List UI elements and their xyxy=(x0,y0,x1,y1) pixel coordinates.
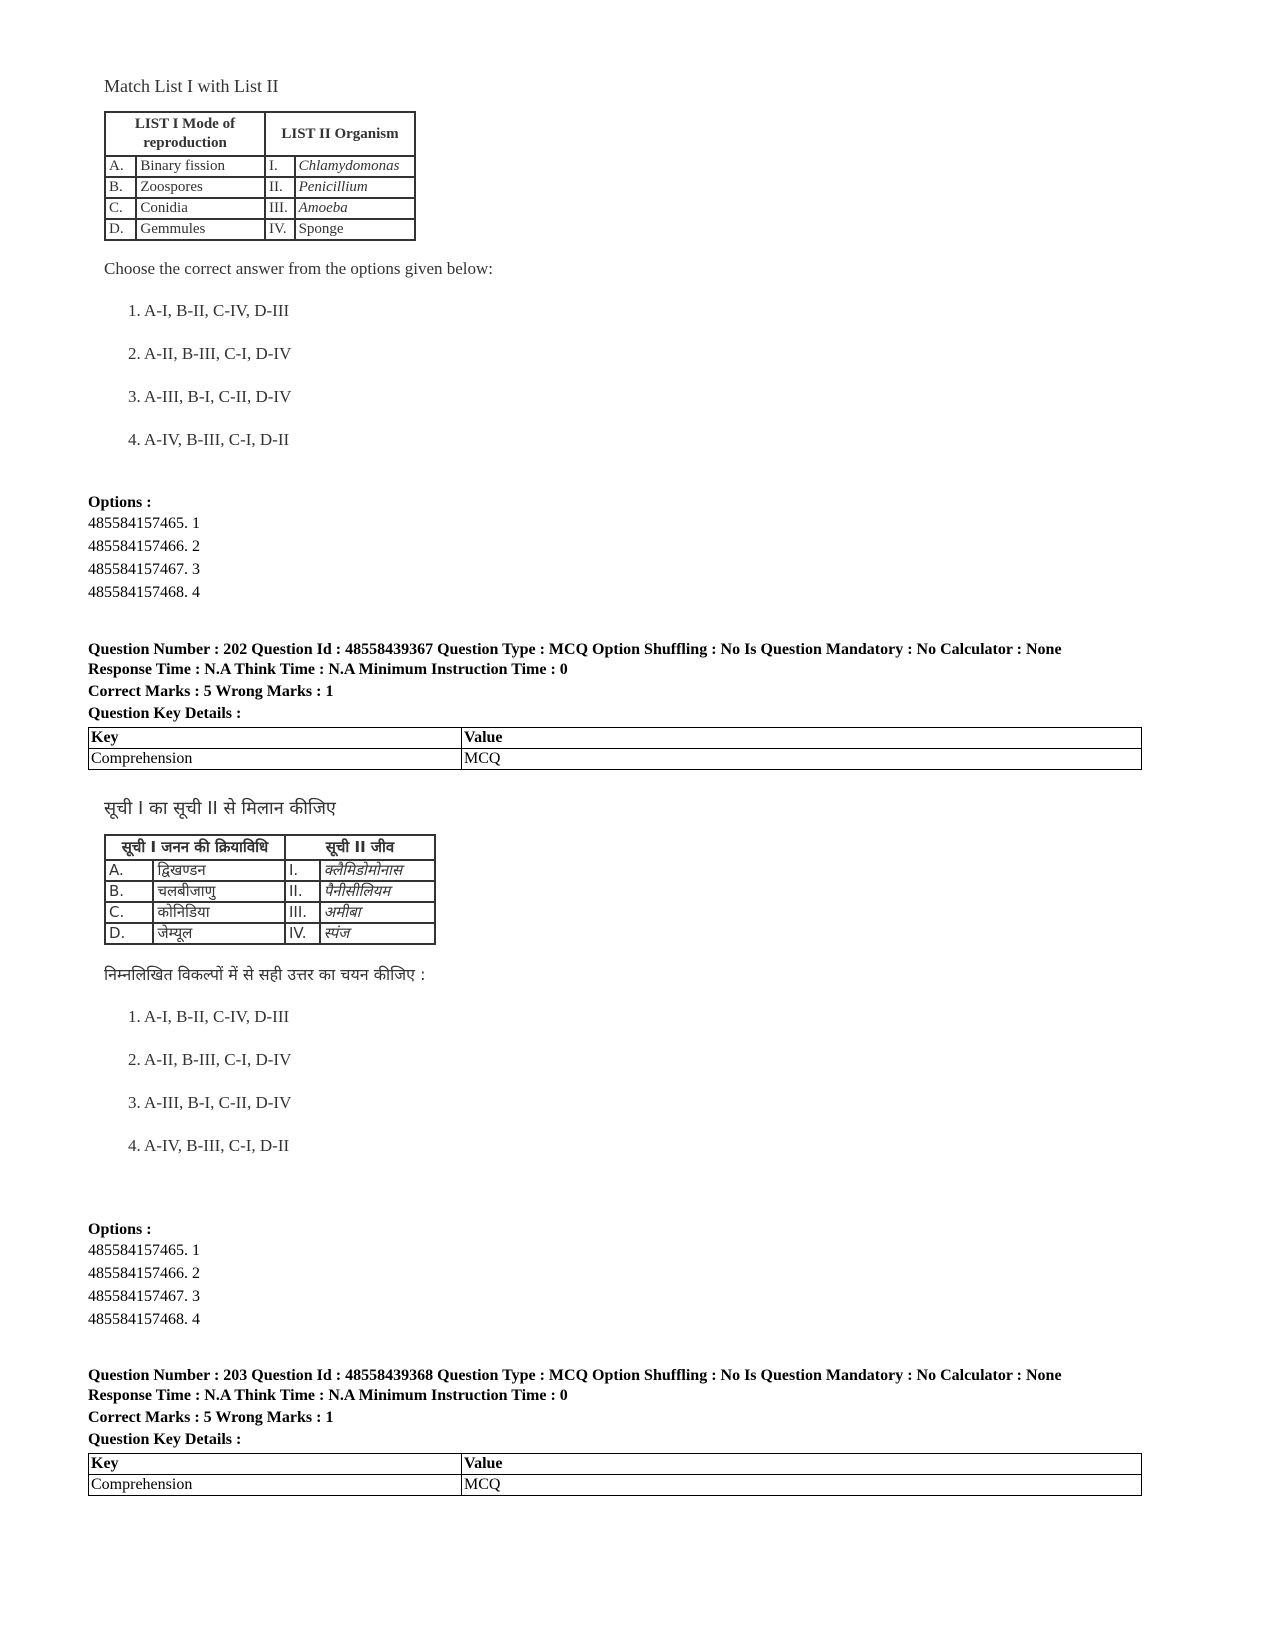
q203-meta xyxy=(88,1366,1142,1496)
q201-match-table xyxy=(104,111,416,241)
q201-choice: 1. A-I, B-II, C-IV, D-III xyxy=(128,301,290,320)
table-row xyxy=(105,198,415,219)
row-organism: Chlamydomonas xyxy=(295,156,415,177)
option-id: 485584157465. 1 xyxy=(88,1242,200,1259)
question-key-details: Question Key Details : xyxy=(88,705,242,722)
option-id: 485584157468. 4 xyxy=(88,1311,200,1328)
key-header: Key xyxy=(89,728,462,749)
options-label: Options : xyxy=(88,1221,152,1238)
table-row xyxy=(105,177,415,198)
row-numeral: II. xyxy=(285,881,320,902)
q201-options xyxy=(88,494,200,604)
value-cell: MCQ xyxy=(462,1475,1142,1496)
question-meta-line1: Question Number : 203 Question Id : 48558439368 Question Type : MCQ Option Shuffling : No Is Question Mandatory : No Calculator : None xyxy=(88,1367,1062,1384)
question-meta-line2: Response Time : N.A Think Time : N.A Minimum Instruction Time : 0 xyxy=(88,1387,568,1404)
row-letter: D. xyxy=(105,923,153,944)
q201-choice: 2. A-II, B-III, C-I, D-IV xyxy=(128,344,292,363)
q202-choice: 1. A-I, B-II, C-IV, D-III xyxy=(128,1007,290,1026)
q201-instruction: Choose the correct answer from the options given below: xyxy=(104,259,494,278)
q202-question-image xyxy=(104,796,436,1167)
q201-title: Match List I with List II xyxy=(104,76,279,96)
q201-choice: 3. A-III, B-I, C-II, D-IV xyxy=(128,387,292,406)
row-mode: चलबीजाणु xyxy=(153,881,285,902)
option-id: 485584157467. 3 xyxy=(88,561,200,578)
row-mode: Binary fission xyxy=(136,156,265,177)
row-letter: C. xyxy=(105,902,153,923)
row-letter: D. xyxy=(105,219,136,240)
row-mode: Conidia xyxy=(136,198,265,219)
value-header: Value xyxy=(462,728,1142,749)
question-key-details: Question Key Details : xyxy=(88,1431,242,1448)
table-row xyxy=(105,219,415,240)
table-row xyxy=(89,1475,1142,1496)
key-cell: Comprehension xyxy=(89,749,462,770)
row-organism: Amoeba xyxy=(295,198,415,219)
row-numeral: I. xyxy=(285,860,320,881)
option-id: 485584157468. 4 xyxy=(88,584,200,601)
table-row xyxy=(105,860,435,881)
q202-instruction: निम्नलिखित विकल्पों में से सही उत्तर का चयन कीजिए : xyxy=(104,965,426,984)
table-row xyxy=(105,881,435,902)
q201-list1-header: LIST I Mode of reproduction xyxy=(105,112,265,156)
row-letter: B. xyxy=(105,881,153,902)
table-row xyxy=(105,156,415,177)
option-id: 485584157466. 2 xyxy=(88,538,200,555)
q202-choice: 2. A-II, B-III, C-I, D-IV xyxy=(128,1050,292,1069)
row-mode: द्विखण्डन xyxy=(153,860,285,881)
options-label: Options : xyxy=(88,494,152,511)
row-organism: स्पंज xyxy=(320,923,435,944)
row-mode: Zoospores xyxy=(136,177,265,198)
q202-options xyxy=(88,1221,200,1331)
row-mode: Gemmules xyxy=(136,219,265,240)
q202-choice: 4. A-IV, B-III, C-I, D-II xyxy=(128,1136,290,1155)
row-letter: C. xyxy=(105,198,136,219)
question-meta-line1: Question Number : 202 Question Id : 48558439367 Question Type : MCQ Option Shuffling : No Is Question Mandatory : No Calculator : None xyxy=(88,641,1062,658)
value-cell: MCQ xyxy=(462,749,1142,770)
value-header: Value xyxy=(462,1454,1142,1475)
q201-question-image xyxy=(104,76,493,461)
q202-choice: 3. A-III, B-I, C-II, D-IV xyxy=(128,1093,292,1112)
row-organism: Penicillium xyxy=(295,177,415,198)
row-letter: A. xyxy=(105,156,136,177)
row-numeral: II. xyxy=(265,177,295,198)
table-row xyxy=(89,728,1142,749)
q202-meta xyxy=(88,640,1142,770)
row-numeral: III. xyxy=(265,198,295,219)
row-mode: कोनिडिया xyxy=(153,902,285,923)
q201-list2-header: LIST II Organism xyxy=(265,112,415,156)
row-numeral: IV. xyxy=(285,923,320,944)
option-id: 485584157467. 3 xyxy=(88,1288,200,1305)
row-numeral: III. xyxy=(285,902,320,923)
key-table xyxy=(88,727,1142,770)
question-marks: Correct Marks : 5 Wrong Marks : 1 xyxy=(88,1409,334,1426)
row-organism: क्लैमिडोमोनास xyxy=(320,860,435,881)
table-row xyxy=(105,923,435,944)
option-id: 485584157466. 2 xyxy=(88,1265,200,1282)
row-numeral: IV. xyxy=(265,219,295,240)
row-letter: B. xyxy=(105,177,136,198)
table-row xyxy=(89,1454,1142,1475)
row-organism: अमीबा xyxy=(320,902,435,923)
q202-title: सूची I का सूची II से मिलान कीजिए xyxy=(104,798,336,819)
question-marks: Correct Marks : 5 Wrong Marks : 1 xyxy=(88,683,334,700)
table-row xyxy=(105,902,435,923)
row-numeral: I. xyxy=(265,156,295,177)
table-row xyxy=(89,749,1142,770)
key-cell: Comprehension xyxy=(89,1475,462,1496)
q202-list1-header: सूची I जनन की क्रियाविधि xyxy=(105,835,285,860)
q201-choice: 4. A-IV, B-III, C-I, D-II xyxy=(128,430,290,449)
option-id: 485584157465. 1 xyxy=(88,515,200,532)
row-organism: Sponge xyxy=(295,219,415,240)
question-meta-line2: Response Time : N.A Think Time : N.A Minimum Instruction Time : 0 xyxy=(88,661,568,678)
q202-list2-header: सूची II जीव xyxy=(285,835,435,860)
key-table xyxy=(88,1453,1142,1496)
row-letter: A. xyxy=(105,860,153,881)
row-organism: पैनीसीलियम xyxy=(320,881,435,902)
q202-match-table xyxy=(104,834,436,945)
key-header: Key xyxy=(89,1454,462,1475)
row-mode: जेम्यूल xyxy=(153,923,285,944)
